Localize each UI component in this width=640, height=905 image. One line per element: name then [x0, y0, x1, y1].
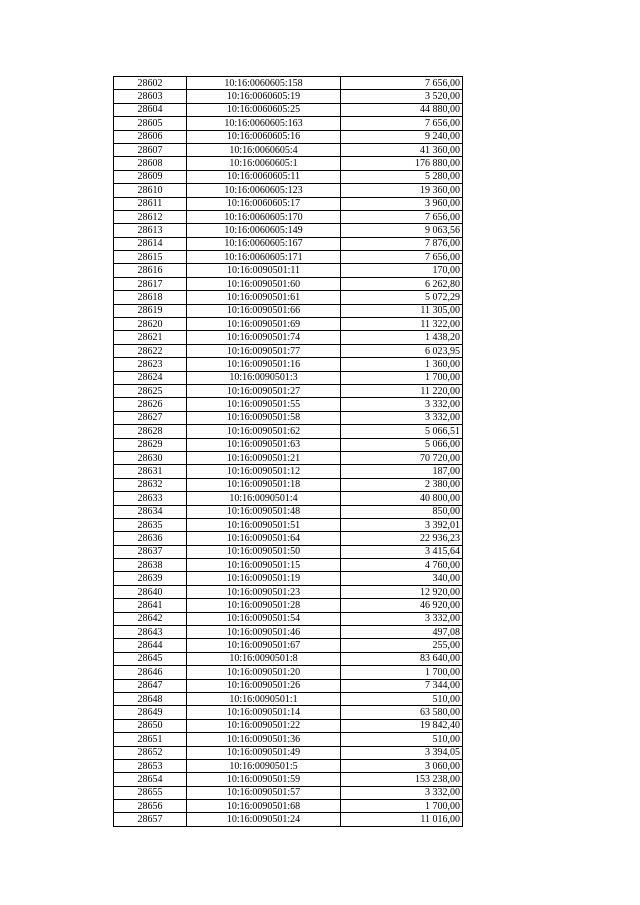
cadastral-number-cell: 10:16:0090501:11: [187, 264, 341, 277]
row-number-cell: 28631: [114, 465, 187, 478]
table-row: [114, 184, 463, 197]
row-number-cell: 28621: [114, 331, 187, 344]
amount-cell: 510,00: [341, 733, 463, 746]
cadastral-number-cell: 10:16:0090501:67: [187, 639, 341, 652]
table-row: [114, 532, 463, 545]
row-number-cell: 28640: [114, 585, 187, 598]
table-row: [114, 130, 463, 143]
cadastral-number-cell: 10:16:0060605:163: [187, 117, 341, 130]
amount-cell: 7 656,00: [341, 77, 463, 90]
table-row: [114, 545, 463, 558]
row-number-cell: 28622: [114, 344, 187, 357]
amount-cell: 5 280,00: [341, 170, 463, 183]
row-number-cell: 28633: [114, 492, 187, 505]
table-row: [114, 438, 463, 451]
amount-cell: 3 332,00: [341, 398, 463, 411]
amount-cell: 1 700,00: [341, 666, 463, 679]
table-row: [114, 237, 463, 250]
row-number-cell: 28656: [114, 800, 187, 813]
amount-cell: 44 880,00: [341, 103, 463, 116]
row-number-cell: 28644: [114, 639, 187, 652]
row-number-cell: 28605: [114, 117, 187, 130]
amount-cell: 6 262,80: [341, 277, 463, 290]
amount-cell: 1 700,00: [341, 800, 463, 813]
table-row: [114, 599, 463, 612]
table-row: [114, 170, 463, 183]
row-number-cell: 28604: [114, 103, 187, 116]
cadastral-number-cell: 10:16:0090501:74: [187, 331, 341, 344]
cadastral-number-cell: 10:16:0090501:28: [187, 599, 341, 612]
cadastral-number-cell: 10:16:0090501:26: [187, 679, 341, 692]
amount-cell: 6 023,95: [341, 344, 463, 357]
row-number-cell: 28608: [114, 157, 187, 170]
cadastral-number-cell: 10:16:0090501:19: [187, 572, 341, 585]
row-number-cell: 28647: [114, 679, 187, 692]
cadastral-number-cell: 10:16:0090501:51: [187, 518, 341, 531]
amount-cell: 340,00: [341, 572, 463, 585]
table-row: [114, 143, 463, 156]
row-number-cell: 28642: [114, 612, 187, 625]
amount-cell: 12 920,00: [341, 585, 463, 598]
cadastral-number-cell: 10:16:0060605:158: [187, 77, 341, 90]
amount-cell: 187,00: [341, 465, 463, 478]
row-number-cell: 28630: [114, 451, 187, 464]
amount-cell: 83 640,00: [341, 652, 463, 665]
row-number-cell: 28623: [114, 358, 187, 371]
cadastral-number-cell: 10:16:0060605:170: [187, 210, 341, 223]
amount-cell: 7 656,00: [341, 210, 463, 223]
row-number-cell: 28654: [114, 773, 187, 786]
row-number-cell: 28648: [114, 692, 187, 705]
table-row: [114, 733, 463, 746]
row-number-cell: 28624: [114, 371, 187, 384]
row-number-cell: 28655: [114, 786, 187, 799]
amount-cell: 3 520,00: [341, 90, 463, 103]
cadastral-number-cell: 10:16:0060605:17: [187, 197, 341, 210]
cadastral-number-cell: 10:16:0060605:171: [187, 251, 341, 264]
cadastral-number-cell: 10:16:0090501:14: [187, 706, 341, 719]
row-number-cell: 28612: [114, 210, 187, 223]
cadastral-number-cell: 10:16:0090501:36: [187, 733, 341, 746]
row-number-cell: 28653: [114, 759, 187, 772]
cadastral-number-cell: 10:16:0090501:48: [187, 505, 341, 518]
amount-cell: 510,00: [341, 692, 463, 705]
row-number-cell: 28619: [114, 304, 187, 317]
cadastral-number-cell: 10:16:0060605:25: [187, 103, 341, 116]
cadastral-number-cell: 10:16:0090501:15: [187, 559, 341, 572]
amount-cell: 3 332,00: [341, 612, 463, 625]
row-number-cell: 28615: [114, 251, 187, 264]
amount-cell: 9 063,56: [341, 224, 463, 237]
table-row: [114, 773, 463, 786]
table-row: [114, 492, 463, 505]
table-row: [114, 318, 463, 331]
cadastral-number-cell: 10:16:0090501:49: [187, 746, 341, 759]
cadastral-number-cell: 10:16:0060605:167: [187, 237, 341, 250]
row-number-cell: 28637: [114, 545, 187, 558]
table-row: [114, 277, 463, 290]
amount-cell: 3 332,00: [341, 411, 463, 424]
amount-cell: 1 700,00: [341, 371, 463, 384]
table-row: [114, 331, 463, 344]
row-number-cell: 28652: [114, 746, 187, 759]
amount-cell: 63 580,00: [341, 706, 463, 719]
row-number-cell: 28627: [114, 411, 187, 424]
row-number-cell: 28636: [114, 532, 187, 545]
table-body: [114, 77, 463, 827]
row-number-cell: 28614: [114, 237, 187, 250]
table-row: [114, 411, 463, 424]
cadastral-number-cell: 10:16:0090501:27: [187, 384, 341, 397]
amount-cell: 22 936,23: [341, 532, 463, 545]
table-row: [114, 371, 463, 384]
cadastral-number-cell: 10:16:0090501:16: [187, 358, 341, 371]
row-number-cell: 28639: [114, 572, 187, 585]
amount-cell: 3 332,00: [341, 786, 463, 799]
row-number-cell: 28617: [114, 277, 187, 290]
amount-cell: 3 415,64: [341, 545, 463, 558]
row-number-cell: 28632: [114, 478, 187, 491]
amount-cell: 3 960,00: [341, 197, 463, 210]
amount-cell: 1 438,20: [341, 331, 463, 344]
row-number-cell: 28606: [114, 130, 187, 143]
cadastral-number-cell: 10:16:0090501:22: [187, 719, 341, 732]
cadastral-value-table: [113, 76, 463, 827]
row-number-cell: 28651: [114, 733, 187, 746]
cadastral-number-cell: 10:16:0090501:55: [187, 398, 341, 411]
cadastral-number-cell: 10:16:0090501:24: [187, 813, 341, 826]
cadastral-number-cell: 10:16:0090501:57: [187, 786, 341, 799]
amount-cell: 153 238,00: [341, 773, 463, 786]
row-number-cell: 28650: [114, 719, 187, 732]
row-number-cell: 28610: [114, 184, 187, 197]
table-row: [114, 719, 463, 732]
cadastral-number-cell: 10:16:0090501:66: [187, 304, 341, 317]
cadastral-number-cell: 10:16:0090501:20: [187, 666, 341, 679]
table-row: [114, 304, 463, 317]
table-row: [114, 706, 463, 719]
row-number-cell: 28628: [114, 425, 187, 438]
cadastral-number-cell: 10:16:0060605:1: [187, 157, 341, 170]
cadastral-number-cell: 10:16:0090501:12: [187, 465, 341, 478]
row-number-cell: 28657: [114, 813, 187, 826]
table-row: [114, 626, 463, 639]
table-row: [114, 692, 463, 705]
amount-cell: 11 220,00: [341, 384, 463, 397]
cadastral-number-cell: 10:16:0090501:61: [187, 291, 341, 304]
cadastral-number-cell: 10:16:0090501:5: [187, 759, 341, 772]
table-row: [114, 572, 463, 585]
row-number-cell: 28616: [114, 264, 187, 277]
table-row: [114, 746, 463, 759]
cadastral-number-cell: 10:16:0090501:50: [187, 545, 341, 558]
table-row: [114, 800, 463, 813]
row-number-cell: 28625: [114, 384, 187, 397]
table-row: [114, 398, 463, 411]
table-row: [114, 518, 463, 531]
cadastral-number-cell: 10:16:0090501:21: [187, 451, 341, 464]
table-row: [114, 813, 463, 826]
row-number-cell: 28609: [114, 170, 187, 183]
table-row: [114, 90, 463, 103]
amount-cell: 11 016,00: [341, 813, 463, 826]
row-number-cell: 28634: [114, 505, 187, 518]
amount-cell: 41 360,00: [341, 143, 463, 156]
table-row: [114, 652, 463, 665]
table-row: [114, 117, 463, 130]
table-row: [114, 666, 463, 679]
row-number-cell: 28613: [114, 224, 187, 237]
amount-cell: 19 360,00: [341, 184, 463, 197]
amount-cell: 497,08: [341, 626, 463, 639]
row-number-cell: 28635: [114, 518, 187, 531]
row-number-cell: 28643: [114, 626, 187, 639]
amount-cell: 11 305,00: [341, 304, 463, 317]
table-row: [114, 358, 463, 371]
row-number-cell: 28649: [114, 706, 187, 719]
amount-cell: 1 360,00: [341, 358, 463, 371]
cadastral-number-cell: 10:16:0090501:4: [187, 492, 341, 505]
cadastral-number-cell: 10:16:0090501:54: [187, 612, 341, 625]
table-row: [114, 786, 463, 799]
cadastral-number-cell: 10:16:0090501:46: [187, 626, 341, 639]
cadastral-number-cell: 10:16:0090501:59: [187, 773, 341, 786]
cadastral-number-cell: 10:16:0060605:11: [187, 170, 341, 183]
amount-cell: 3 392,01: [341, 518, 463, 531]
row-number-cell: 28602: [114, 77, 187, 90]
amount-cell: 5 066,00: [341, 438, 463, 451]
amount-cell: 7 656,00: [341, 251, 463, 264]
amount-cell: 850,00: [341, 505, 463, 518]
cadastral-number-cell: 10:16:0090501:63: [187, 438, 341, 451]
amount-cell: 7 876,00: [341, 237, 463, 250]
table-row: [114, 384, 463, 397]
table-row: [114, 559, 463, 572]
amount-cell: 9 240,00: [341, 130, 463, 143]
cadastral-number-cell: 10:16:0060605:149: [187, 224, 341, 237]
table-row: [114, 425, 463, 438]
amount-cell: 255,00: [341, 639, 463, 652]
amount-cell: 4 760,00: [341, 559, 463, 572]
row-number-cell: 28645: [114, 652, 187, 665]
amount-cell: 5 072,29: [341, 291, 463, 304]
amount-cell: 46 920,00: [341, 599, 463, 612]
table-row: [114, 251, 463, 264]
table-row: [114, 639, 463, 652]
table-row: [114, 465, 463, 478]
table-row: [114, 344, 463, 357]
amount-cell: 3 394,05: [341, 746, 463, 759]
cadastral-number-cell: 10:16:0090501:62: [187, 425, 341, 438]
table-row: [114, 759, 463, 772]
table-row: [114, 210, 463, 223]
row-number-cell: 28646: [114, 666, 187, 679]
cadastral-number-cell: 10:16:0090501:58: [187, 411, 341, 424]
row-number-cell: 28611: [114, 197, 187, 210]
table-row: [114, 585, 463, 598]
row-number-cell: 28641: [114, 599, 187, 612]
cadastral-number-cell: 10:16:0090501:77: [187, 344, 341, 357]
table-row: [114, 679, 463, 692]
amount-cell: 5 066,51: [341, 425, 463, 438]
amount-cell: 176 880,00: [341, 157, 463, 170]
cadastral-number-cell: 10:16:0090501:60: [187, 277, 341, 290]
cadastral-number-cell: 10:16:0090501:23: [187, 585, 341, 598]
cadastral-number-cell: 10:16:0060605:123: [187, 184, 341, 197]
cadastral-number-cell: 10:16:0060605:4: [187, 143, 341, 156]
amount-cell: 7 656,00: [341, 117, 463, 130]
table-row: [114, 77, 463, 90]
amount-cell: 170,00: [341, 264, 463, 277]
row-number-cell: 28618: [114, 291, 187, 304]
row-number-cell: 28620: [114, 318, 187, 331]
amount-cell: 19 842,40: [341, 719, 463, 732]
table-row: [114, 505, 463, 518]
cadastral-number-cell: 10:16:0090501:1: [187, 692, 341, 705]
table-row: [114, 478, 463, 491]
row-number-cell: 28603: [114, 90, 187, 103]
table-row: [114, 264, 463, 277]
cadastral-number-cell: 10:16:0090501:69: [187, 318, 341, 331]
row-number-cell: 28629: [114, 438, 187, 451]
amount-cell: 40 800,00: [341, 492, 463, 505]
amount-cell: 7 344,00: [341, 679, 463, 692]
cadastral-number-cell: 10:16:0090501:8: [187, 652, 341, 665]
row-number-cell: 28607: [114, 143, 187, 156]
table-row: [114, 103, 463, 116]
table-row: [114, 157, 463, 170]
row-number-cell: 28638: [114, 559, 187, 572]
table-row: [114, 197, 463, 210]
cadastral-number-cell: 10:16:0060605:16: [187, 130, 341, 143]
cadastral-number-cell: 10:16:0090501:18: [187, 478, 341, 491]
cadastral-number-cell: 10:16:0090501:3: [187, 371, 341, 384]
amount-cell: 3 060,00: [341, 759, 463, 772]
cadastral-number-cell: 10:16:0090501:64: [187, 532, 341, 545]
amount-cell: 70 720,00: [341, 451, 463, 464]
table-row: [114, 612, 463, 625]
row-number-cell: 28626: [114, 398, 187, 411]
cadastral-number-cell: 10:16:0060605:19: [187, 90, 341, 103]
table-row: [114, 451, 463, 464]
cadastral-number-cell: 10:16:0090501:68: [187, 800, 341, 813]
amount-cell: 2 380,00: [341, 478, 463, 491]
amount-cell: 11 322,00: [341, 318, 463, 331]
table-row: [114, 224, 463, 237]
table-row: [114, 291, 463, 304]
